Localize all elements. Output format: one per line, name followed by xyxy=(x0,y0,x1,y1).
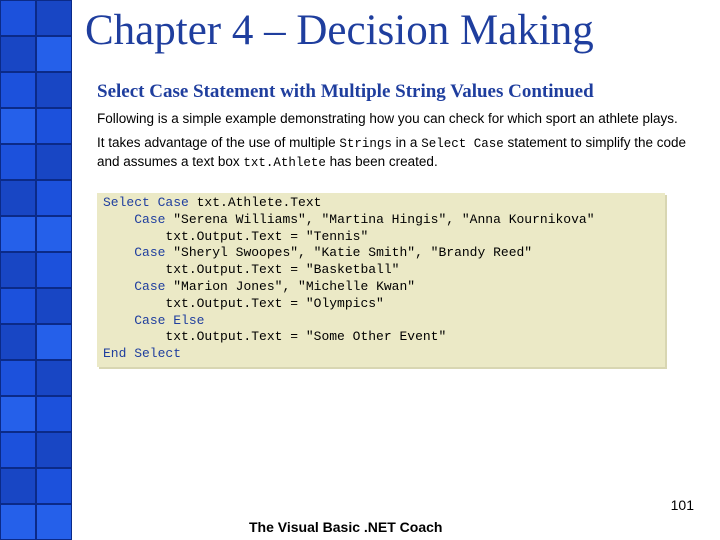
sidebar-tile xyxy=(36,144,72,180)
description-text: statement to simplify the code and assumes a text box xyxy=(97,135,687,169)
description-text: It takes advantage of the use of multiple xyxy=(97,135,340,150)
sidebar-tile xyxy=(36,216,72,252)
code-line xyxy=(103,212,659,229)
description-text: in a xyxy=(391,135,422,150)
sidebar-tile xyxy=(36,288,72,324)
sidebar-tile xyxy=(36,504,72,540)
slide-title: Chapter 4 – Decision Making xyxy=(85,7,594,54)
code-keyword: Case xyxy=(134,278,166,294)
code-keyword: Case xyxy=(134,211,166,227)
sidebar-tile xyxy=(36,72,72,108)
sidebar-tile xyxy=(0,468,36,504)
sidebar-tile xyxy=(36,180,72,216)
code-line xyxy=(103,279,659,296)
sidebar-tile xyxy=(36,468,72,504)
sidebar-tile xyxy=(0,432,36,468)
code-line xyxy=(103,245,659,262)
code-text: "Marion Jones", "Michelle Kwan" xyxy=(165,278,416,294)
code-text: txt.Output.Text = "Some Other Event" xyxy=(165,329,447,345)
sidebar-tile xyxy=(36,324,72,360)
code-line xyxy=(103,229,659,246)
sidebar-tile xyxy=(36,0,72,36)
sidebar-tile xyxy=(36,396,72,432)
code-text: "Sheryl Swoopes", "Katie Smith", "Brandy Reed" xyxy=(165,245,533,261)
intro-paragraph: Following is a simple example demonstrating how you can check for which sport an athlete plays. xyxy=(97,111,678,126)
code-line xyxy=(103,329,659,346)
decorative-sidebar xyxy=(0,0,72,540)
sidebar-tile xyxy=(0,180,36,216)
sidebar-tile xyxy=(0,252,36,288)
sidebar-tile xyxy=(0,144,36,180)
code-line xyxy=(103,296,659,313)
code-keyword: Select Case xyxy=(103,195,189,210)
inline-code-strings: Strings xyxy=(339,137,392,151)
sidebar-tile xyxy=(36,108,72,144)
code-keyword: Case Else xyxy=(134,312,205,328)
sidebar-tile xyxy=(0,288,36,324)
inline-code-select-case: Select Case xyxy=(421,137,504,151)
sidebar-tile xyxy=(0,504,36,540)
code-text: txt.Output.Text = "Olympics" xyxy=(165,295,384,311)
sidebar-tile xyxy=(0,324,36,360)
sidebar-tile xyxy=(0,216,36,252)
sidebar-tile xyxy=(0,108,36,144)
sidebar-tile xyxy=(36,252,72,288)
sidebar-tile xyxy=(36,360,72,396)
inline-code-txt-athlete: txt.Athlete xyxy=(243,156,326,170)
code-text: txt.Output.Text = "Basketball" xyxy=(165,262,400,278)
code-keyword: Case xyxy=(134,245,166,261)
description-text: has been created. xyxy=(325,154,438,169)
code-line xyxy=(103,346,659,363)
slide-subtitle: Select Case Statement with Multiple String Values Continued xyxy=(97,81,594,102)
sidebar-tile xyxy=(0,36,36,72)
sidebar-tile xyxy=(36,36,72,72)
slide-footer: The Visual Basic .NET Coach xyxy=(249,519,443,535)
code-block xyxy=(97,193,665,367)
description-paragraph xyxy=(97,134,707,172)
code-text: "Serena Williams", "Martina Hingis", "Anna Kournikova" xyxy=(165,211,595,227)
sidebar-tile xyxy=(0,72,36,108)
code-text: txt.Output.Text = "Tennis" xyxy=(165,228,369,244)
code-text: txt.Athlete.Text xyxy=(188,195,322,210)
sidebar-tile xyxy=(0,396,36,432)
code-keyword: End Select xyxy=(103,346,182,362)
sidebar-tile xyxy=(0,360,36,396)
sidebar-tile xyxy=(0,0,36,36)
page-number: 101 xyxy=(670,497,694,513)
code-line xyxy=(103,262,659,279)
sidebar-tile xyxy=(36,432,72,468)
code-line xyxy=(103,313,659,330)
code-line xyxy=(103,195,659,212)
